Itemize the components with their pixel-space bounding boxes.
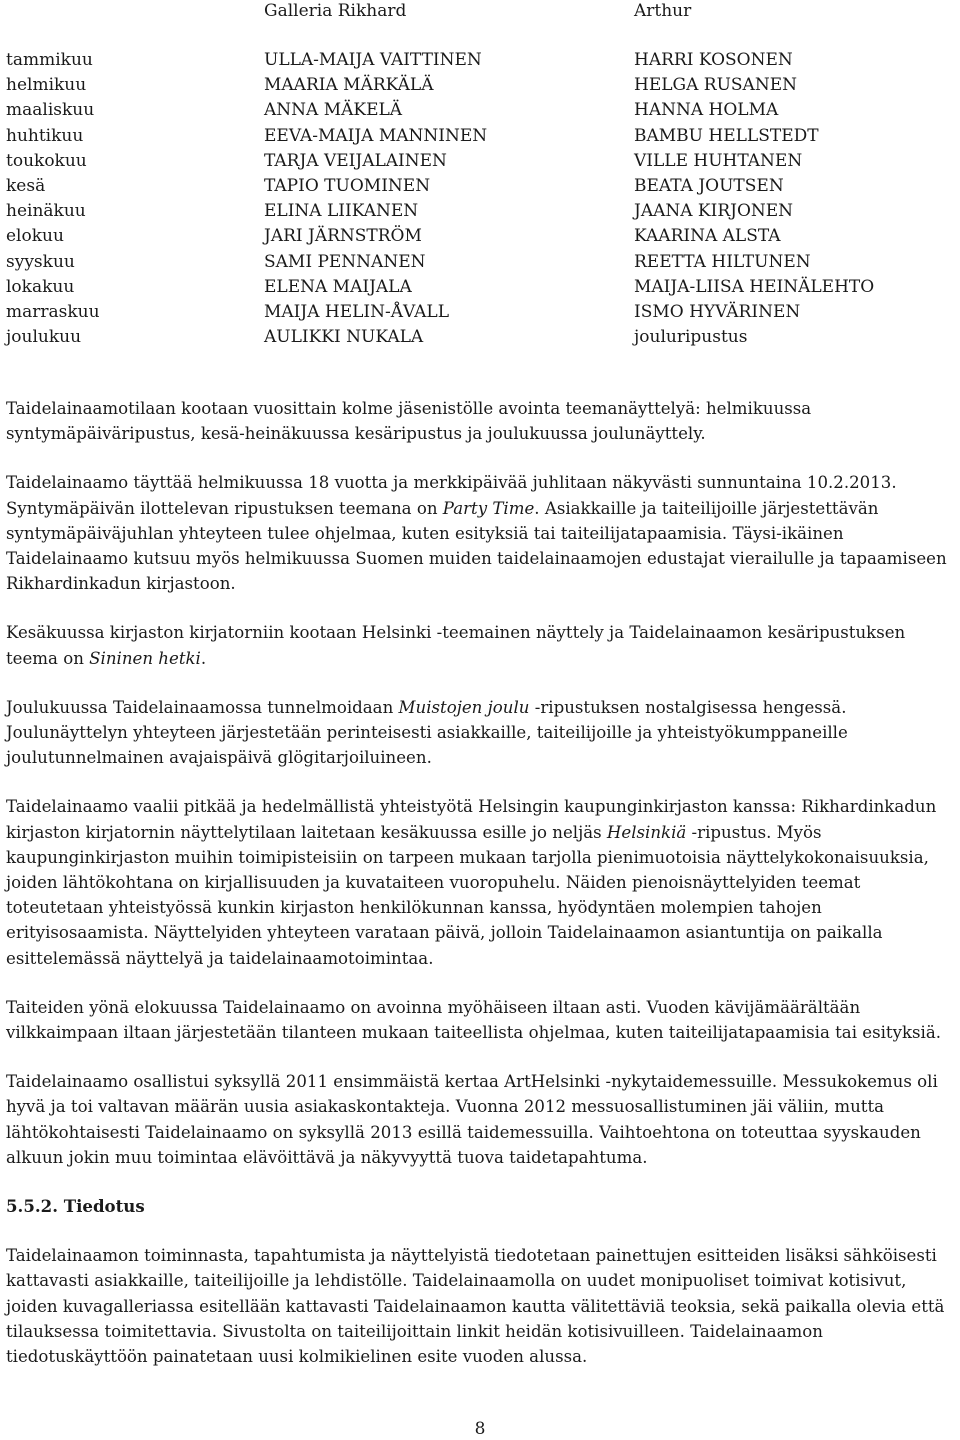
paragraph-arthelsinki: Taidelainaamo osallistui syksyllä 2011 ensimmäistä kertaa ArtHelsinki -nykytaidemessuille. Messukokemus oli hyvä ja toi valtavan määrän uusia asiakaskontakteja. Vuonna 2012 messuosallistuminen jäi väliin, mutta lähtökohtaisesti Taidelainaamo on syksyllä 2013 esillä taidemessuilla. Vaihtoehtona on toteuttaa syyskauden alkuun jokin muu toimintaa elävöittävä ja näkyvyyttä tuova taidetapahtuma. [6, 1072, 938, 1167]
schedule-rows [0, 48, 960, 350]
schedule-row [0, 98, 960, 123]
paragraph-night-of-arts: Taiteiden yönä elokuussa Taidelainaamo on avoinna myöhäiseen iltaan asti. Vuoden kävijämäärältään vilkkaimpaan iltaan järjestetään tilanteen mukaan taiteellista ohjelmaa, kuten taiteilijatapaamisia tai esityksiä. [6, 997, 942, 1043]
arthur-artist-cell: KAARINA ALSTA [634, 226, 781, 247]
galleria-rikhard-artist-cell: JARI JÄRNSTRÖM [264, 226, 422, 247]
galleria-rikhard-artist-cell: ELENA MAIJALA [264, 276, 412, 297]
arthur-artist-cell: BEATA JOUTSEN [634, 175, 784, 196]
month-cell: tammikuu [6, 50, 93, 70]
schedule-row [0, 199, 960, 224]
arthur-artist-cell: REETTA HILTUNEN [634, 251, 811, 272]
schedule-row [0, 73, 960, 98]
paragraph-text: -ripustus. Myös kaupunginkirjaston muihin toimipisteisiin on tarpeen mukaan tarjolla pienimuotoisia näyttelykokonaisuuksia, joiden lähtökohtana on kirjallisuuden ja kuvataiteen vuoropuhelu. Näiden pienoisnäyttelyiden teemat toteutetaan yhteistyössä kunkin kirjaston henkilökunnan kanssa, hyödyntäen molempien tahojen erityisosaamista. Näyttelyiden yhteyteen varataan päivä, jolloin Taidelainaamon asiantuntija on paikalla esittelemässä näyttelyä ja taidelainaamotoimintaa. [6, 822, 929, 968]
page-number: 8 [474, 1419, 486, 1439]
galleria-rikhard-artist-cell: TARJA VEIJALAINEN [264, 150, 447, 171]
italic-title: Party Time [442, 498, 535, 518]
paragraph-birthday [6, 470, 958, 596]
month-cell: heinäkuu [6, 201, 86, 222]
italic-title: Sininen hetki [89, 648, 201, 668]
document-body [6, 396, 958, 1393]
schedule-row [0, 174, 960, 199]
month-cell: lokakuu [6, 276, 75, 297]
month-cell: kesä [6, 175, 46, 196]
paragraph-christmas [6, 695, 958, 771]
italic-title: Helsinkiä [606, 822, 687, 842]
arthur-artist-cell: JAANA KIRJONEN [634, 201, 794, 222]
paragraph-exhibitions-intro: Taidelainaamotilaan kootaan vuosittain kolme jäsenistölle avointa teemanäyttelyä: helmikuussa syntymäpäiväripustus, kesä-heinäkuussa kesäripustus ja joulukuussa joulunäyttely. [6, 399, 812, 444]
month-cell: helmikuu [6, 75, 87, 96]
paragraph-text: . Asiakkaille ja taiteilijoille järjestettävän syntymäpäiväjuhlan yhteyteen tulee ohjelmaa, kuten esityksiä tai taiteilijatapaamisia. Täysi-ikäinen Taidelainaamo kutsuu myös helmikuussa Suomen muiden taidelainaamojen edustajat vierailulle ja tapaamiseen Rikhardinkadun kirjastoon. [6, 498, 947, 594]
month-cell: syyskuu [6, 251, 75, 272]
galleria-rikhard-artist-cell: ELINA LIIKANEN [264, 201, 419, 222]
schedule-row [0, 48, 960, 73]
paragraph-summer [6, 620, 958, 670]
schedule-row [0, 275, 960, 300]
galleria-rikhard-artist-cell: MAARIA MÄRKÄLÄ [264, 75, 434, 96]
month-cell: elokuu [6, 226, 64, 247]
month-cell: joulukuu [6, 327, 82, 348]
schedule-row [0, 124, 960, 149]
month-cell: huhtikuu [6, 125, 84, 146]
paragraph-text: Taidelainaamo täyttää helmikuussa 18 vuotta ja merkkipäivää juhlitaan näkyvästi sunnuntaina 10.2.2013. Syntymäpäivän ilottelevan ripustuksen teemana on [6, 473, 897, 518]
schedule-row [0, 250, 960, 275]
paragraph-text: -ripustuksen nostalgisessa hengessä. Joulunäyttelyn yhteyteen järjestetään perinteisesti asiakkaille, taiteilijoille ja yhteistyökumppaneille joulutunnelmainen avajaispäivä glögitarjoiluineen. [6, 697, 848, 768]
paragraph-text: Joulukuussa Taidelainaamossa tunnelmoidaan [6, 697, 399, 717]
arthur-artist-cell: MAIJA-LIISA HEINÄLEHTO [634, 276, 875, 297]
schedule-row [0, 300, 960, 325]
paragraph-text: . [200, 648, 207, 668]
galleria-rikhard-artist-cell: ANNA MÄKELÄ [264, 100, 403, 121]
section-heading: 5.5.2. Tiedotus [6, 1196, 145, 1217]
galleria-rikhard-artist-cell: MAIJA HELIN-ÅVALL [264, 301, 450, 322]
paragraph-text: Taidelainaamo vaalii pitkää ja hedelmällistä yhteistyötä Helsingin kaupunginkirjaston kanssa: Rikhardinkadun kirjaston kirjatornin näyttelytilaan laitetaan kesäkuussa esille jo neljäs [6, 797, 937, 842]
paragraph-text: Kesäkuussa kirjaston kirjatorniin kootaan Helsinki -teemainen näyttely ja Taidelainaamon kesäripustuksen teema on [6, 623, 906, 668]
arthur-artist-cell: HARRI KOSONEN [634, 50, 793, 70]
galleria-rikhard-artist-cell: EEVA-MAIJA MANNINEN [264, 125, 488, 146]
arthur-artist-cell: jouluripustus [634, 327, 748, 348]
galleria-rikhard-artist-cell: TAPIO TUOMINEN [264, 175, 431, 196]
month-cell: maaliskuu [6, 100, 95, 121]
arthur-artist-cell: ISMO HYVÄRINEN [634, 301, 801, 322]
schedule-row [0, 325, 960, 350]
arthur-artist-cell: BAMBU HELLSTEDT [634, 125, 819, 146]
galleria-rikhard-artist-cell: SAMI PENNANEN [264, 251, 426, 272]
month-cell: marraskuu [6, 301, 100, 322]
schedule-row [0, 224, 960, 249]
italic-title: Muistojen joulu [398, 697, 530, 717]
arthur-artist-cell: VILLE HUHTANEN [634, 150, 803, 171]
galleria-rikhard-artist-cell: AULIKKI NUKALA [264, 327, 424, 348]
paragraph-communications: Taidelainaamon toiminnasta, tapahtumista ja näyttelyistä tiedotetaan painettujen esitteiden lisäksi sähköisesti kattavasti asiakkaille, taiteilijoille ja lehdistölle. Taidelainaamolla on uudet monipuoliset toimivat kotisivut, joiden kuvagalleriassa esitellään kattavasti Taidelainaamon kautta välitettäviä teoksia, sekä paikalla olevia että tilauksessa toimitettavia. Sivustolta on taiteilijoittain linkit heidän kotisivuilleen. Taidelainaamon tiedotuskäyttöön painatetaan uusi kolmikielinen esite vuoden alussa. [6, 1246, 945, 1367]
arthur-artist-cell: HELGA RUSANEN [634, 75, 797, 96]
column-header-galleria-rikhard: Galleria Rikhard [264, 1, 407, 21]
paragraph-library-cooperation [6, 794, 958, 970]
galleria-rikhard-artist-cell: ULLA-MAIJA VAITTINEN [264, 50, 482, 70]
schedule-row [0, 149, 960, 174]
arthur-artist-cell: HANNA HOLMA [634, 100, 779, 121]
month-cell: toukokuu [6, 150, 87, 171]
column-header-arthur: Arthur [634, 1, 692, 21]
